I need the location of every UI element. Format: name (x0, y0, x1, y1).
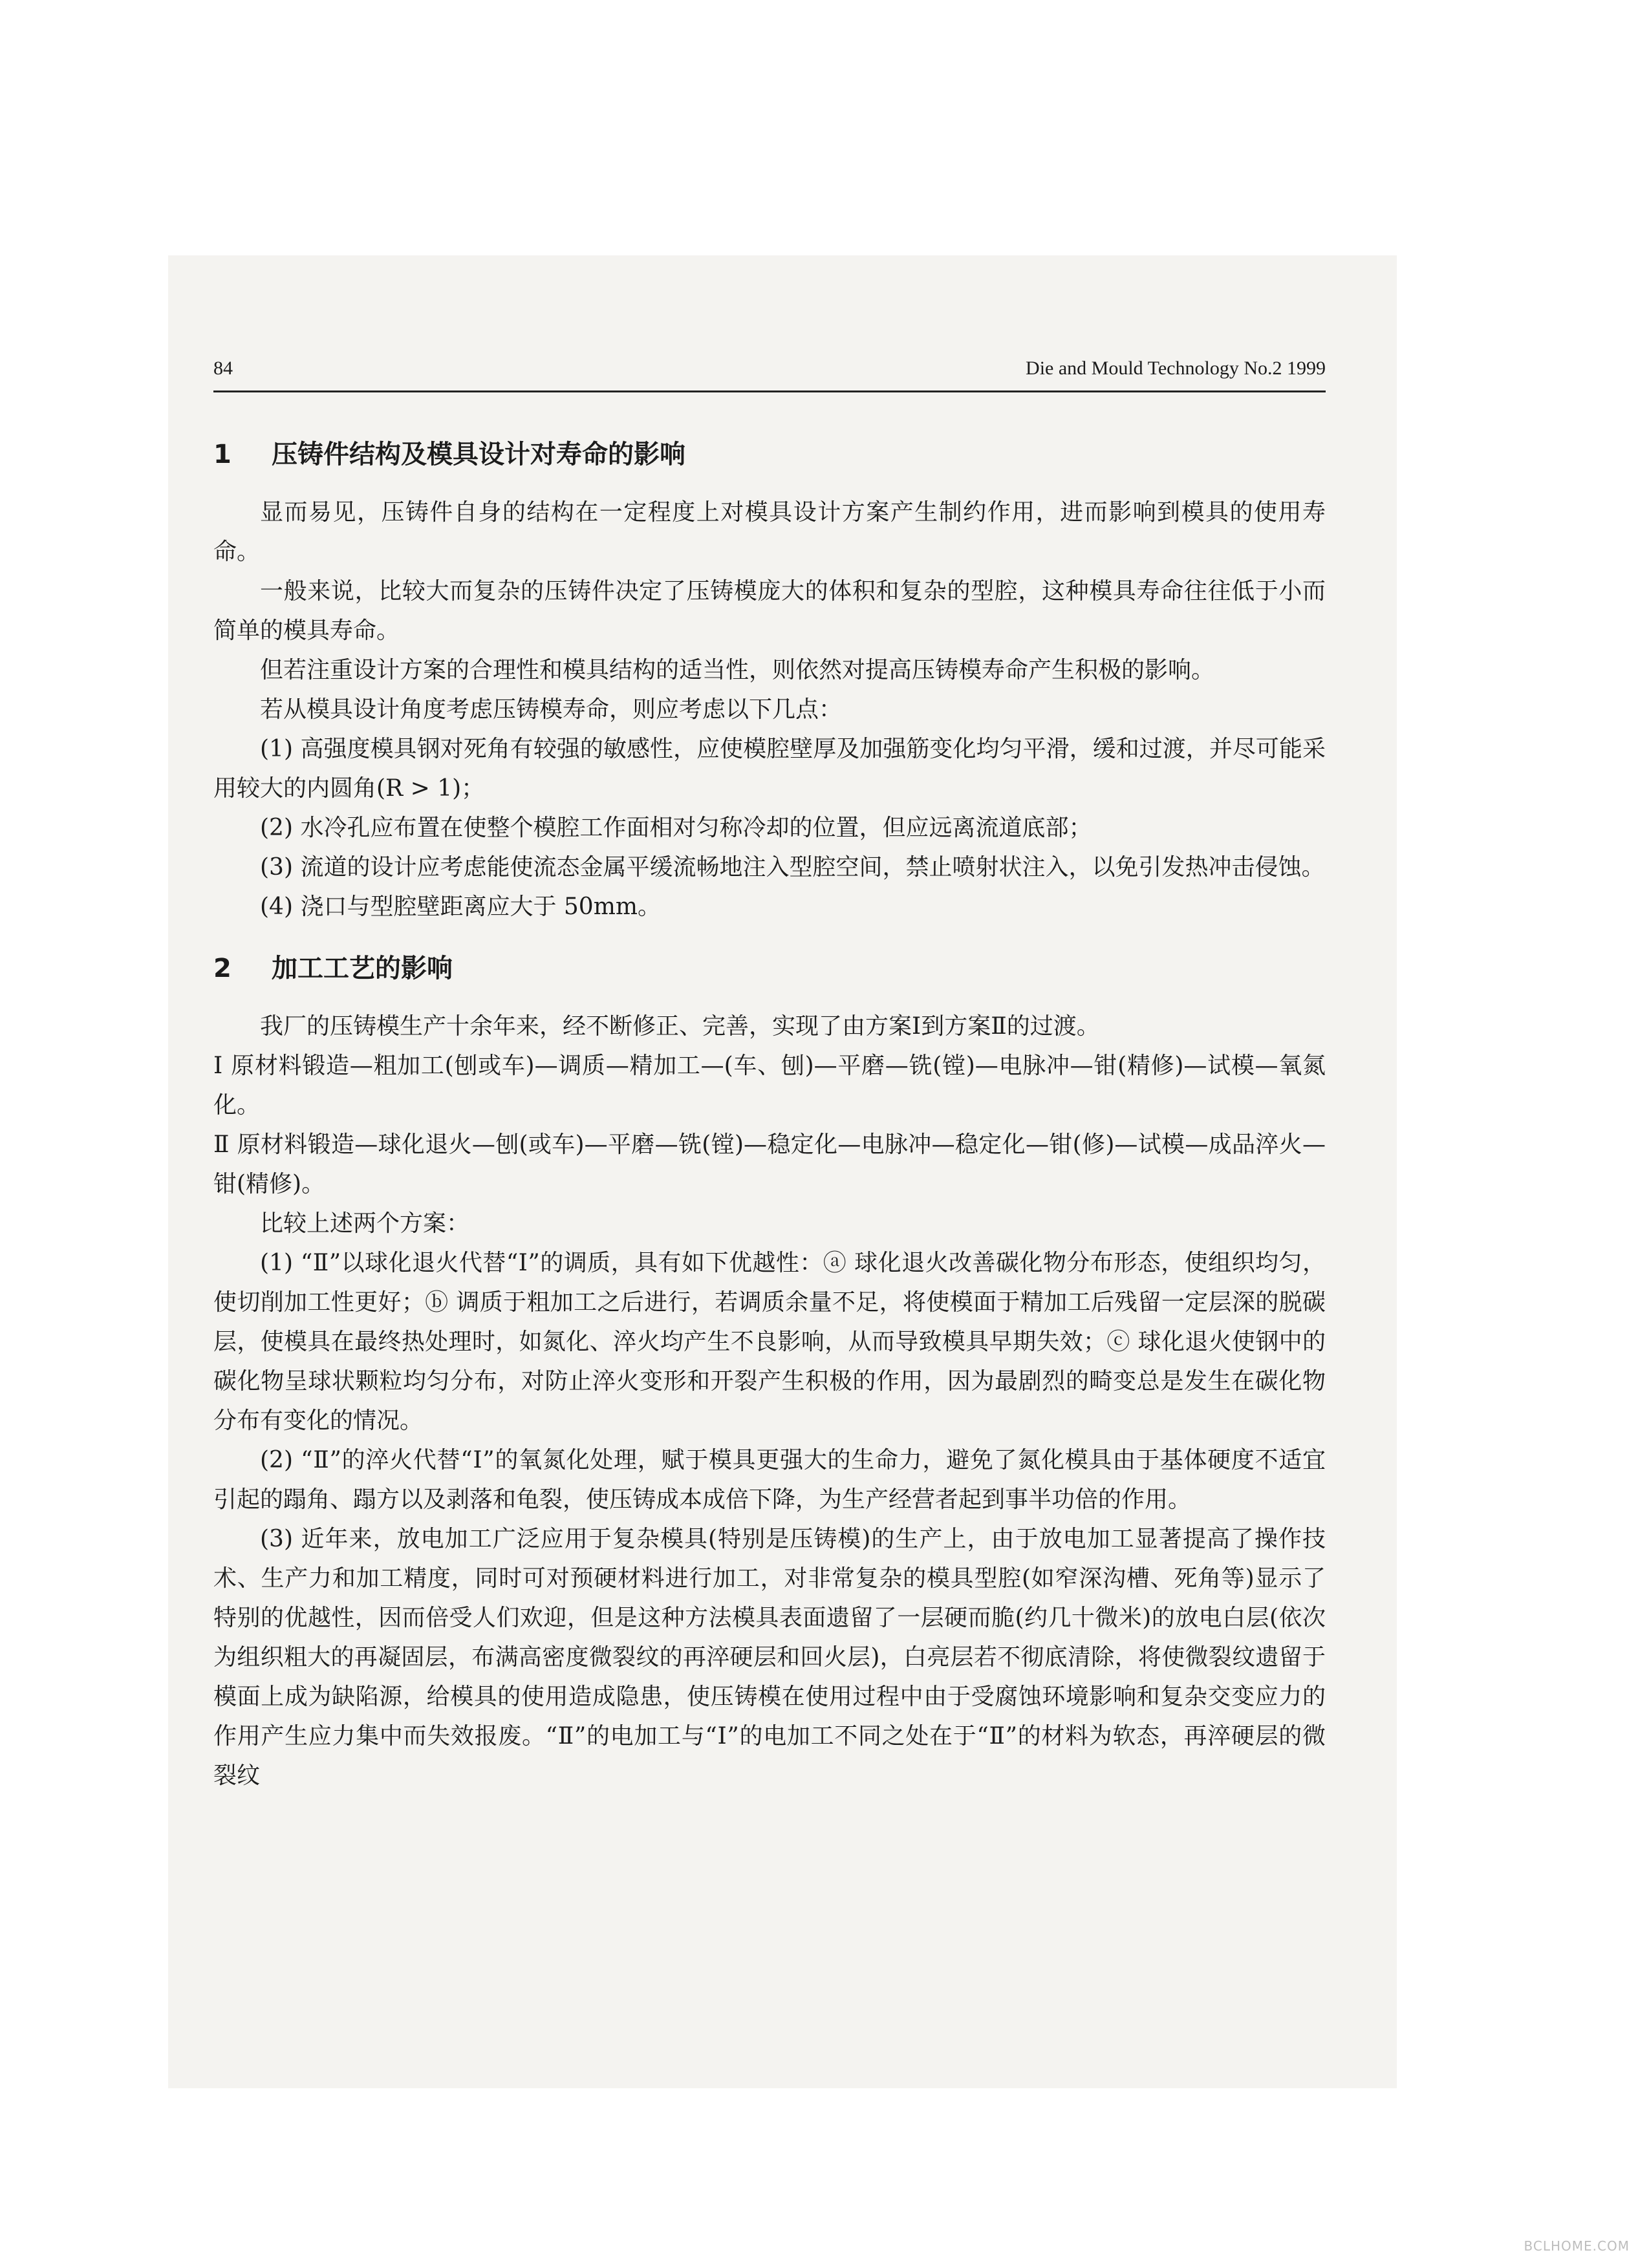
paragraph: 显而易见，压铸件自身的结构在一定程度上对模具设计方案产生制约作用，进而影响到模具的使用寿命。 (213, 499, 1326, 565)
section-2-heading (213, 946, 1326, 991)
section-1-title: 压铸件结构及模具设计对寿命的影响 (272, 440, 685, 469)
list-item: (1) 高强度模具钢对死角有较强的敏感性，应使模腔壁厚及加强筋变化均匀平滑，缓和过渡，并尽可能采用较大的内圆角(R > 1)； (213, 736, 1326, 802)
list-item: (4) 浇口与型腔壁距离应大于 50mm。 (260, 893, 661, 920)
scheme-1: Ⅰ 原材料锻造—粗加工(刨或车)—调质—精加工—(车、刨)—平磨—铣(镗)—电脉冲—钳(精修)—试模—氧氮化。 (213, 1053, 1326, 1118)
header-divider (213, 390, 1326, 392)
list-item: (2) “Ⅱ”的淬火代替“Ⅰ”的氧氮化处理，赋于模具更强大的生命力，避免了氮化模具由于基体硬度不适宜引起的蹋角、蹋方以及剥落和龟裂，使压铸成本成倍下降，为生产经营者起到事半功倍的作用。 (213, 1447, 1326, 1513)
section-1-heading (213, 432, 1326, 477)
scheme-2: Ⅱ 原材料锻造—球化退火—刨(或车)—平磨—铣(镗)—稳定化—电脉冲—稳定化—钳(修)—试模—成品淬火—钳(精修)。 (213, 1131, 1326, 1197)
list-item: (3) 流道的设计应考虑能使流态金属平缓流畅地注入型腔空间，禁止喷射状注入，以免引发热冲击侵蚀。 (260, 854, 1325, 881)
paragraph: 比较上述两个方案： (260, 1210, 470, 1237)
list-item: (2) 水冷孔应布置在使整个模腔工作面相对匀称冷却的位置，但应远离流道底部； (260, 815, 1092, 841)
paragraph: 一般来说，比较大而复杂的压铸件决定了压铸模庞大的体积和复杂的型腔，这种模具寿命往往低于小而简单的模具寿命。 (213, 578, 1326, 644)
paragraph: 但若注重设计方案的合理性和模具结构的适当性，则依然对提高压铸模寿命产生积极的影响。 (260, 657, 1215, 683)
page-header (213, 349, 1326, 388)
article-body (213, 432, 1326, 1795)
list-item: (1) “Ⅱ”以球化退火代替“Ⅰ”的调质，具有如下优越性：ⓐ 球化退火改善碳化物分布形态，使组织均匀，使切削加工性更好；ⓑ 调质于粗加工之后进行，若调质余量不足，将使模面于精加工后残留一定层深的脱碳层，使模具在最终热处理时，如氮化、淬火均产生不良影响，从而导致模具早期失效；ⓒ 球化退火使钢中的碳化物呈球状颗粒均匀分布，对防止淬火变形和开裂产生积极的作用，因为最剧烈的畸变总是发生在碳化物分布有变化的情况。 (213, 1250, 1326, 1434)
watermark: BCLHOME.COM (1524, 2238, 1630, 2254)
page-number: 84 (213, 358, 233, 379)
journal-title: Die and Mould Technology No.2 1999 (1026, 358, 1326, 379)
section-1-number: 1 (213, 440, 232, 469)
section-gap (213, 926, 1326, 946)
section-2-title: 加工工艺的影响 (272, 954, 453, 983)
list-item: (3) 近年来，放电加工广泛应用于复杂模具(特别是压铸模)的生产上，由于放电加工显著提高了操作技术、生产力和加工精度，同时可对预硬材料进行加工，对非常复杂的模具型腔(如窄深沟槽、死角等)显示了特别的优越性，因而倍受人们欢迎，但是这种方法模具表面遗留了一层硬而脆(约几十微米)的放电白层(依次为组织粗大的再凝固层，布满高密度微裂纹的再淬硬层和回火层)，白亮层若不彻底清除，将使微裂纹遗留于模面上成为缺陷源，给模具的使用造成隐患，使压铸模在使用过程中由于受腐蚀环境影响和复杂交变应力的作用产生应力集中而失效报废。“Ⅱ”的电加工与“Ⅰ”的电加工不同之处在于“Ⅱ”的材料为软态，再淬硬层的微裂纹 (213, 1526, 1326, 1789)
paragraph: 我厂的压铸模生产十余年来，经不断修正、完善，实现了由方案Ⅰ到方案Ⅱ的过渡。 (260, 1013, 1100, 1040)
section-2-number: 2 (213, 954, 232, 983)
paragraph: 若从模具设计角度考虑压铸模寿命，则应考虑以下几点： (260, 696, 843, 723)
